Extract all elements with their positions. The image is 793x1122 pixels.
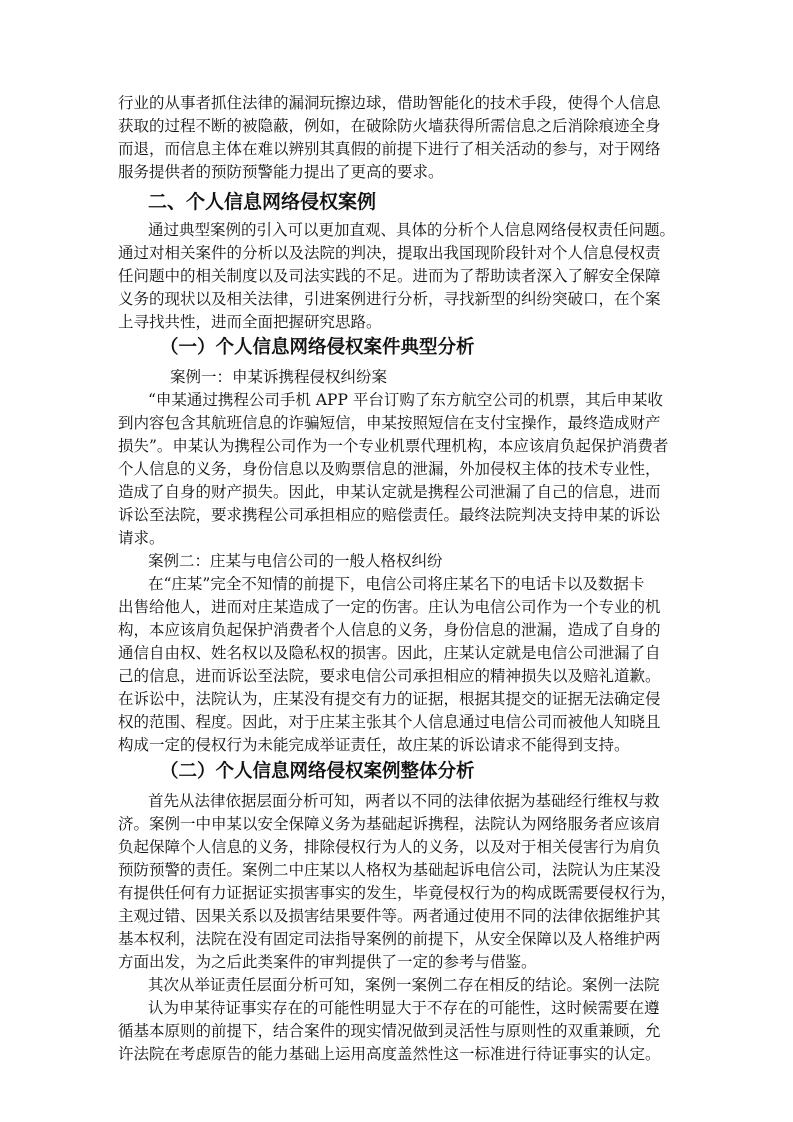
- case-line: 个人信息的义务，身份信息以及购票信息的泄漏，外加侵权主体的技术专业性，: [118, 460, 661, 478]
- case-line: 损失”。申某认为携程公司作为一个专业机票代理机构，本应该肩负起保护消费者: [118, 437, 669, 455]
- case-line: “申某通过携程公司手机 APP 平台订购了东方航空公司的机票，其后申某收: [148, 391, 663, 409]
- paragraph-line: 上寻找共性，进而全面把握研究思路。: [118, 313, 382, 331]
- case-line: 到内容包含其航班信息的诈骗短信，申某按照短信在支付宝操作，最终造成财产: [118, 414, 661, 432]
- paragraph-line: 济。案例一中申某以安全保障义务为基础起诉携程，法院认为网络服务者应该肩: [118, 815, 661, 833]
- intro-line: 行业的从事者抓住法律的漏洞玩擦边球，借助智能化的技术手段，使得个人信息: [118, 94, 661, 112]
- case-line: 出售给他人，进而对庄某造成了一定的伤害。庄认为电信公司作为一个专业的机: [118, 598, 661, 616]
- case-line: 通信自由权、姓名权以及隐私权的损害。因此，庄某认定就是电信公司泄漏了自: [118, 644, 661, 662]
- case-line: 诉讼至法院，要求携程公司承担相应的赔偿责任。最终法院判决支持申某的诉讼: [118, 506, 661, 524]
- case-line: 在“庄某”完全不知情的前提下，电信公司将庄某名下的电话卡以及数据卡: [148, 575, 645, 593]
- paragraph-line: 通过典型案例的引入可以更加直观、具体的分析个人信息网络侵权责任问题。: [148, 221, 676, 239]
- case-line: 造成了自身的财产损失。因此，申某认定就是携程公司泄漏了自己的信息，进而: [118, 483, 661, 501]
- paragraph-line: 方面出发，为之后此类案件的审判提供了一定的参考与借鉴。: [118, 953, 537, 971]
- paragraph-line: 基本权利，法院在没有固定司法指导案例的前提下，从安全保障以及人格维护两: [118, 930, 661, 948]
- paragraph-line: 有提供任何有力证据证实损害事实的发生，毕竟侵权行为的构成既需要侵权行为，: [118, 884, 677, 902]
- paragraph-line: 义务的现状以及相关法律，引进案例进行分析，寻找新型的纠纷突破口，在个案: [118, 290, 661, 308]
- paragraph-line: 认为申某待证事实存在的可能性明显大于不存在的可能性，这时候需要在遵: [148, 999, 660, 1017]
- paragraph-line: 任问题中的相关制度以及司法实践的不足。进而为了帮助读者深入了解安全保障: [118, 267, 661, 285]
- paragraph-line: 主观过错、因果关系以及损害结果要件等。两者通过使用不同的法律依据维护其: [118, 907, 661, 925]
- subsection-heading: （一）个人信息网络侵权案件典型分析: [160, 337, 475, 358]
- case-line: 权的范围、程度。因此，对于庄某主张其个人信息通过电信公司而被他人知晓且: [118, 713, 661, 731]
- intro-line: 而退，而信息主体在难以辨别其真假的前提下进行了相关活动的参与，对于网络: [118, 140, 661, 158]
- case-line: 在诉讼中，法院认为，庄某没有提交有力的证据，根据其提交的证据无法确定侵: [118, 690, 661, 708]
- case-title: 案例二：庄某与电信公司的一般人格权纠纷: [148, 552, 443, 570]
- paragraph-line: 通过对相关案件的分析以及法院的判决，提取出我国现阶段针对个人信息侵权责: [118, 244, 661, 262]
- section-heading: 二、个人信息网络侵权案例: [148, 191, 377, 213]
- case-line: 己的信息，进而诉讼至法院，要求电信公司承担相应的精神损失以及赔礼道歉。: [118, 667, 661, 685]
- intro-line: 获取的过程不断的被隐蔽，例如，在破除防火墙获得所需信息之后消除痕迹全身: [118, 117, 661, 135]
- case-line: 请求。: [118, 529, 165, 547]
- paragraph-line: 许法院在考虑原告的能力基础上运用高度盖然性这一标准进行待证事实的认定。: [118, 1045, 661, 1063]
- subsection-heading: （二）个人信息网络侵权案例整体分析: [160, 761, 475, 782]
- case-title: 案例一：申某诉携程侵权纠纷案: [170, 368, 388, 386]
- paragraph-line: 其次从举证责任层面分析可知，案例一案例二存在相反的结论。案例一法院: [148, 976, 660, 994]
- paragraph-line: 循基本原则的前提下，结合案件的现实情况做到灵活性与原则性的双重兼顾，允: [118, 1022, 661, 1040]
- intro-line: 服务提供者的预防预警能力提出了更高的要求。: [118, 163, 444, 181]
- case-line: 构，本应该肩负起保护消费者个人信息的义务，身份信息的泄漏，造成了自身的: [118, 621, 661, 639]
- paragraph-line: 首先从法律依据层面分析可知，两者以不同的法律依据为基础经行维权与救: [148, 792, 660, 810]
- paragraph-line: 负起保障个人信息的义务，排除侵权行为人的义务，以及对于相关侵害行为肩负: [118, 838, 661, 856]
- case-line: 构成一定的侵权行为未能完成举证责任，故庄某的诉讼请求不能得到支持。: [118, 736, 630, 754]
- paragraph-line: 预防预警的责任。案例二中庄某以人格权为基础起诉电信公司，法院认为庄某没: [118, 861, 661, 879]
